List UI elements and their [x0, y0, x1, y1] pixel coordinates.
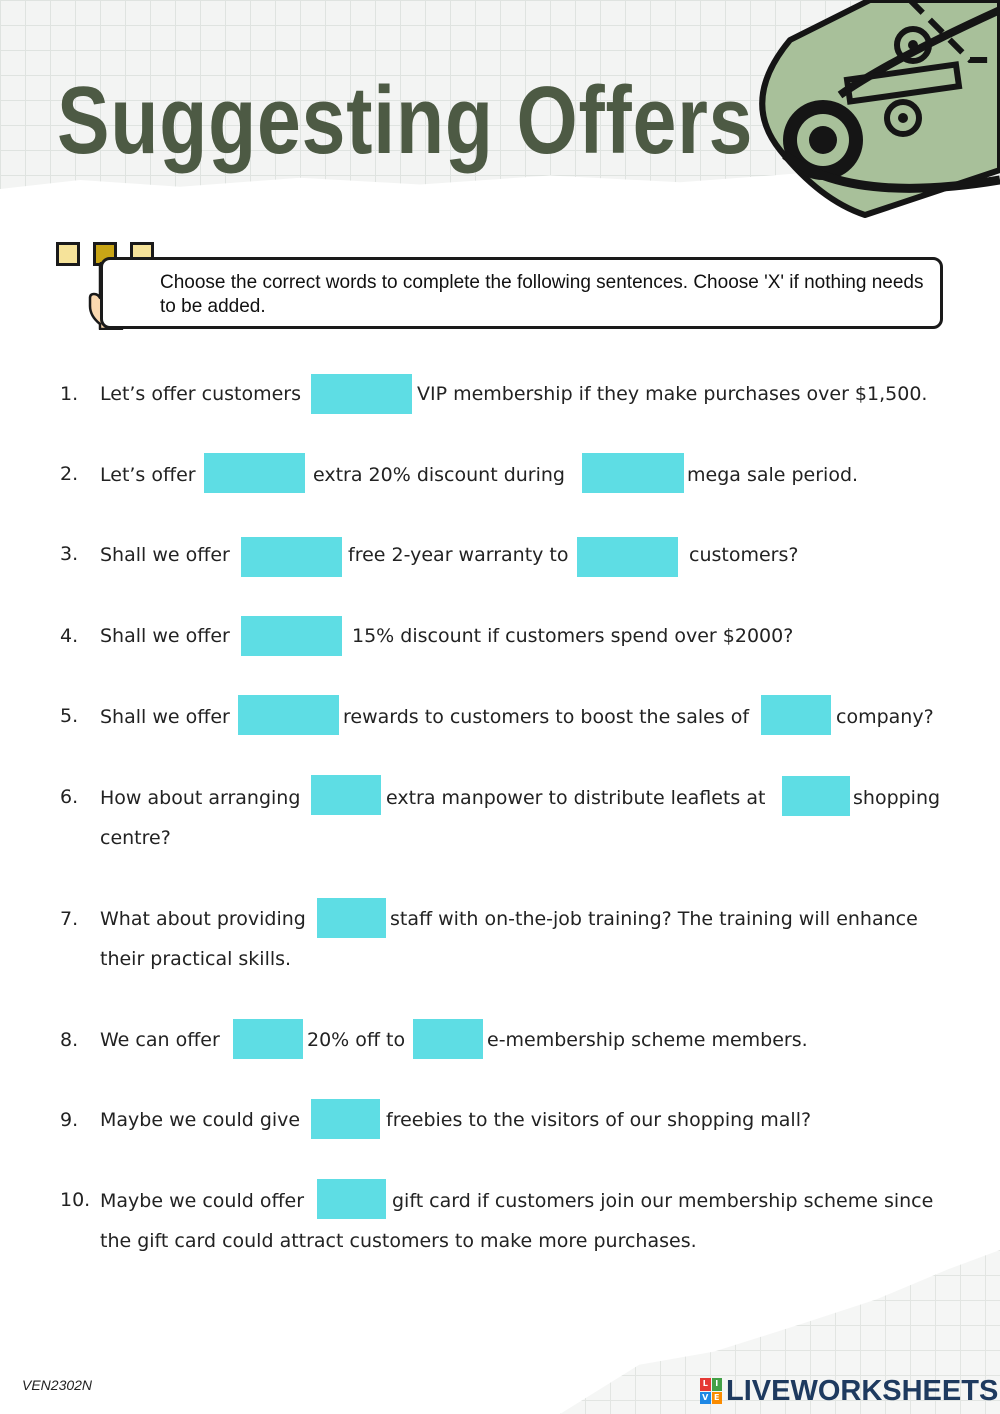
answer-blank[interactable] [238, 695, 339, 735]
answer-blank[interactable] [241, 537, 342, 577]
question-text: VIP membership if they make purchases over $1,500. [417, 383, 928, 405]
question-number: 7. [60, 908, 79, 930]
answer-blank[interactable] [311, 775, 381, 815]
discount-tag-icon [730, 0, 1000, 225]
question-text: company? [836, 706, 934, 728]
question-text: staff with on-the-job training? The training will enhance [390, 908, 918, 930]
question-text: 20% off to [307, 1029, 406, 1051]
question-number: 1. [60, 383, 79, 405]
answer-blank[interactable] [233, 1019, 303, 1059]
answer-blank[interactable] [317, 898, 386, 938]
worksheet-code: VEN2302N [22, 1377, 93, 1393]
question-text: Shall we offer [100, 625, 230, 647]
question-text: shopping [853, 787, 941, 809]
question-text: Maybe we could give [100, 1109, 301, 1131]
question-number: 6. [60, 786, 79, 808]
question-text: We can offer [100, 1029, 220, 1051]
liveworksheets-logo-icon: L I V E [700, 1378, 722, 1404]
question-text: centre? [100, 827, 171, 849]
question-number: 2. [60, 463, 79, 485]
question-text: mega sale period. [687, 464, 859, 486]
answer-blank[interactable] [577, 537, 678, 577]
question-text: 15% discount if customers spend over $2000? [352, 625, 794, 647]
question-text: Shall we offer [100, 706, 230, 728]
question-text: Shall we offer [100, 544, 230, 566]
answer-blank[interactable] [782, 776, 850, 816]
brand-name: LIVEWORKSHEETS [726, 1374, 999, 1407]
question-text: free 2-year warranty to [348, 544, 569, 566]
question-number: 10. [60, 1189, 91, 1211]
question-number: 8. [60, 1029, 79, 1051]
answer-blank[interactable] [582, 453, 684, 493]
answer-blank[interactable] [204, 453, 305, 493]
answer-blank[interactable] [241, 616, 342, 656]
question-text: What about providing [100, 908, 306, 930]
question-text: extra manpower to distribute leaflets at [386, 787, 766, 809]
question-text: their practical skills. [100, 948, 292, 970]
answer-blank[interactable] [317, 1179, 386, 1219]
question-text: e-membership scheme members. [487, 1029, 808, 1051]
answer-blank[interactable] [311, 374, 412, 414]
question-text: customers? [689, 544, 799, 566]
answer-blank[interactable] [413, 1019, 483, 1059]
question-text: freebies to the visitors of our shopping mall? [386, 1109, 812, 1131]
question-number: 9. [60, 1109, 79, 1131]
question-text: gift card if customers join our membership scheme since [392, 1190, 934, 1212]
instructions-text: Choose the correct words to complete the following sentences. Choose 'X' if nothing needs to be added. [160, 272, 924, 317]
answer-blank[interactable] [761, 695, 831, 735]
question-text: How about arranging [100, 787, 301, 809]
question-number: 5. [60, 705, 79, 727]
question-text: Let’s offer customers [100, 383, 301, 405]
question-text: Maybe we could offer [100, 1190, 305, 1212]
question-number: 4. [60, 625, 79, 647]
question-text: extra 20% discount during [313, 464, 565, 486]
liveworksheets-logo [700, 1374, 998, 1408]
page-title: Suggesting Offers [57, 67, 754, 174]
question-text: the gift card could attract customers to make more purchases. [100, 1230, 697, 1252]
answer-blank[interactable] [311, 1099, 380, 1139]
question-text: Let’s offer [100, 464, 196, 486]
question-number: 3. [60, 543, 79, 565]
question-text: rewards to customers to boost the sales of [343, 706, 750, 728]
